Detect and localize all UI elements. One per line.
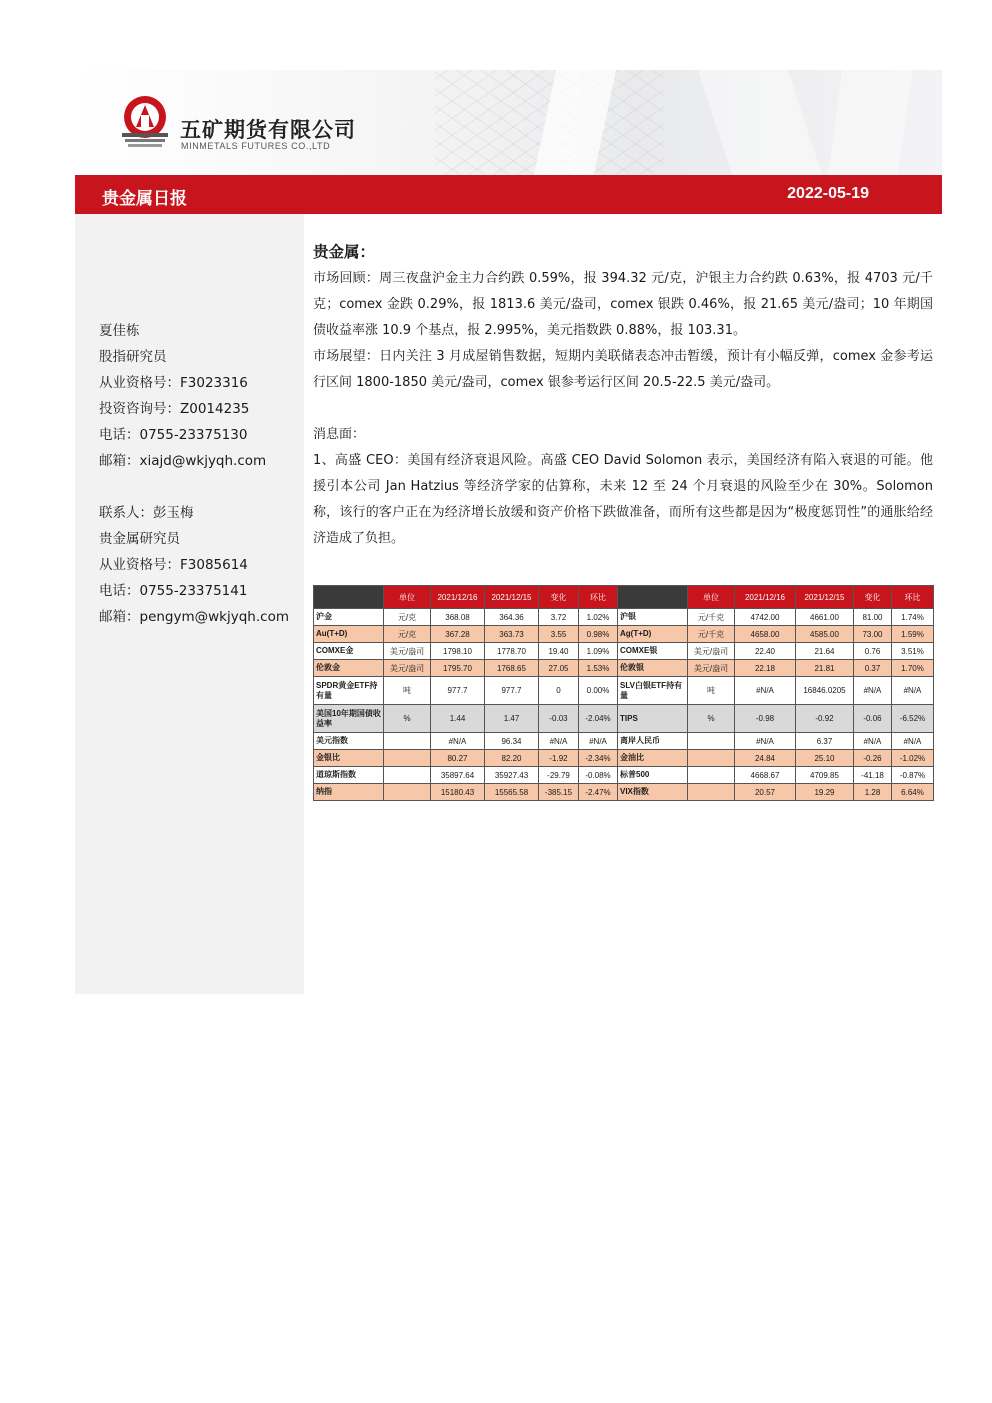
table-row — [314, 733, 934, 750]
table-cell: 35897.64 — [431, 767, 485, 784]
row-label: COMXE银 — [618, 643, 688, 660]
table-cell: 73.00 — [854, 626, 892, 643]
table-cell: % — [688, 705, 735, 733]
table-cell: % — [384, 705, 431, 733]
table-cell: 4668.67 — [735, 767, 796, 784]
table-cell: -0.87% — [892, 767, 934, 784]
table-cell: #N/A — [854, 677, 892, 705]
market-outlook: 市场展望：日内关注 3 月成屋销售数据，短期内美联储表态冲击暂缓，预计有小幅反弹，comex 金参考运行区间 1800-1850 美元/盎司，comex 银参考运行区间 20.5-22.5 美元/盎司。 — [313, 349, 933, 390]
title-bar — [75, 175, 942, 214]
table-row — [314, 677, 934, 705]
table-cell: -0.08% — [579, 767, 618, 784]
analyst-role: 股指研究员 — [99, 349, 167, 365]
column-header: 2021/12/16 — [431, 586, 485, 609]
analyst-phone: 电话：0755-23375130 — [99, 427, 248, 443]
table-cell — [688, 733, 735, 750]
table-cell: 0.37 — [854, 660, 892, 677]
table-cell: 6.64% — [892, 784, 934, 801]
table-cell: 0.98% — [579, 626, 618, 643]
table-cell: 1768.65 — [485, 660, 539, 677]
table-cell: 367.28 — [431, 626, 485, 643]
table-cell: 1.02% — [579, 609, 618, 626]
table-cell: -0.98 — [735, 705, 796, 733]
row-label: SLV白银ETF持有量 — [618, 677, 688, 705]
table-cell: 1795.70 — [431, 660, 485, 677]
table-cell: 3.72 — [539, 609, 579, 626]
table-cell: #N/A — [539, 733, 579, 750]
column-header: 2021/12/15 — [485, 586, 539, 609]
row-label: 离岸人民币 — [618, 733, 688, 750]
table-cell: 977.7 — [431, 677, 485, 705]
table-cell: 0.00% — [579, 677, 618, 705]
company-logo — [120, 95, 170, 151]
liaison-name: 联系人：彭玉梅 — [99, 505, 194, 521]
market-data-table — [313, 585, 934, 801]
row-label: 金银比 — [314, 750, 384, 767]
table-cell — [384, 733, 431, 750]
table-cell: #N/A — [431, 733, 485, 750]
table-cell: 美元/盎司 — [384, 660, 431, 677]
section-title: 贵金属： — [313, 243, 376, 261]
table-cell: 元/克 — [384, 626, 431, 643]
table-row — [314, 784, 934, 801]
row-label: Au(T+D) — [314, 626, 384, 643]
table-cell: 0.76 — [854, 643, 892, 660]
row-label: VIX指数 — [618, 784, 688, 801]
table-cell: #N/A — [854, 733, 892, 750]
table-cell: 元/千克 — [688, 626, 735, 643]
analyst-email: 邮箱：xiajd@wkjyqh.com — [99, 453, 267, 469]
table-cell: 美元/盎司 — [688, 643, 735, 660]
table-cell: -29.79 — [539, 767, 579, 784]
report-date: 2022-05-19 — [787, 185, 869, 202]
liaison-contact — [99, 500, 289, 630]
table-cell: -2.04% — [579, 705, 618, 733]
table-cell: 15565.58 — [485, 784, 539, 801]
table-cell: -0.92 — [796, 705, 854, 733]
column-header: 变化 — [854, 586, 892, 609]
table-cell — [688, 784, 735, 801]
table-cell: #N/A — [892, 677, 934, 705]
table-cell: 4709.85 — [796, 767, 854, 784]
table-cell: 4658.00 — [735, 626, 796, 643]
table-cell: #N/A — [735, 677, 796, 705]
row-label: 金油比 — [618, 750, 688, 767]
table-cell: 25.10 — [796, 750, 854, 767]
table-cell: #N/A — [735, 733, 796, 750]
table-cell: 16846.0205 — [796, 677, 854, 705]
table-cell: 27.05 — [539, 660, 579, 677]
table-cell: -0.26 — [854, 750, 892, 767]
table-cell: 美元/盎司 — [688, 660, 735, 677]
header-background-beam — [698, 70, 822, 175]
table-cell: 96.34 — [485, 733, 539, 750]
table-cell: 977.7 — [485, 677, 539, 705]
table-cell: 4585.00 — [796, 626, 854, 643]
table-row — [314, 643, 934, 660]
column-header: 单位 — [688, 586, 735, 609]
table-cell: 15180.43 — [431, 784, 485, 801]
table-row — [314, 660, 934, 677]
row-label: 标普500 — [618, 767, 688, 784]
news-item: 1、高盛 CEO：美国有经济衰退风险。高盛 CEO David Solomon 表示，美国经济有陷入衰退的可能。他援引本公司 Jan Hatzius 等经济学家的估算称，未来 12 至 24 个月衰退的风险至少在 30%。Solomon 称，该行的客户正在为经济增长放缓和资产价格下跌做准备，而所有这些都是因为“极度惩罚性”的通胀给经济造成了负担。 — [313, 453, 933, 546]
table-cell: -1.92 — [539, 750, 579, 767]
column-header — [314, 586, 384, 609]
report-header — [75, 70, 942, 175]
table-row — [314, 609, 934, 626]
table-cell: 3.55 — [539, 626, 579, 643]
row-label: SPDR黄金ETF持有量 — [314, 677, 384, 705]
table-cell: #N/A — [579, 733, 618, 750]
analyst-name: 夏佳栋 — [99, 323, 140, 339]
table-cell — [384, 767, 431, 784]
company-name-en: MINMETALS FUTURES CO.,LTD — [181, 141, 331, 151]
column-header: 单位 — [384, 586, 431, 609]
market-review: 市场回顾：周三夜盘沪金主力合约跌 0.59%，报 394.32 元/克，沪银主力合约跌 0.63%，报 4703 元/千克；comex 金跌 0.29%，报 1813.6 美元/盎司，comex 银跌 0.46%，报 21.65 美元/盎司；10 年期国债收益率涨 10.9 个基点，报 2.995%，美元指数跌 0.88%，报 103.31。 — [313, 271, 933, 338]
table-cell: 1.59% — [892, 626, 934, 643]
table-cell: -0.03 — [539, 705, 579, 733]
row-label: 伦敦银 — [618, 660, 688, 677]
column-header: 2021/12/15 — [796, 586, 854, 609]
table-cell: 4661.00 — [796, 609, 854, 626]
table-cell: 19.29 — [796, 784, 854, 801]
row-label: 沪金 — [314, 609, 384, 626]
table-cell: 1.70% — [892, 660, 934, 677]
row-label: 沪银 — [618, 609, 688, 626]
contact-sidebar — [75, 214, 304, 994]
column-header: 环比 — [892, 586, 934, 609]
liaison-phone: 电话：0755-23375141 — [99, 583, 248, 599]
table-cell: 81.00 — [854, 609, 892, 626]
table-body — [314, 609, 934, 801]
table-cell: -6.52% — [892, 705, 934, 733]
table-cell: 1.74% — [892, 609, 934, 626]
table-header-row — [314, 586, 934, 609]
table-cell: -0.06 — [854, 705, 892, 733]
table-cell: 19.40 — [539, 643, 579, 660]
row-label: 道琼斯指数 — [314, 767, 384, 784]
table-cell: 元/千克 — [688, 609, 735, 626]
row-label: COMXE金 — [314, 643, 384, 660]
company-name-cn: 五矿期货有限公司 — [180, 119, 356, 142]
column-header: 变化 — [539, 586, 579, 609]
liaison-email: 邮箱：pengym@wkjyqh.com — [99, 609, 289, 625]
table-cell: 1798.10 — [431, 643, 485, 660]
table-cell: 364.36 — [485, 609, 539, 626]
table-cell: 1.44 — [431, 705, 485, 733]
table-row — [314, 626, 934, 643]
table-row — [314, 750, 934, 767]
table-cell: 24.84 — [735, 750, 796, 767]
table-cell — [688, 767, 735, 784]
column-header: 2021/12/16 — [735, 586, 796, 609]
table-cell: -41.18 — [854, 767, 892, 784]
report-title: 贵金属日报 — [102, 189, 187, 208]
table-cell: 35927.43 — [485, 767, 539, 784]
table-cell: -2.47% — [579, 784, 618, 801]
liaison-license: 从业资格号：F3085614 — [99, 557, 248, 573]
table-cell: 363.73 — [485, 626, 539, 643]
column-header: 环比 — [579, 586, 618, 609]
table-cell: 吨 — [688, 677, 735, 705]
table-row — [314, 767, 934, 784]
table-cell: 82.20 — [485, 750, 539, 767]
table-cell: #N/A — [892, 733, 934, 750]
row-label: 美元指数 — [314, 733, 384, 750]
table-cell: -1.02% — [892, 750, 934, 767]
table-cell: 美元/盎司 — [384, 643, 431, 660]
table-cell: 20.57 — [735, 784, 796, 801]
table-row — [314, 705, 934, 733]
table-cell: 21.64 — [796, 643, 854, 660]
report-body — [313, 240, 933, 552]
table-cell: 0 — [539, 677, 579, 705]
table-cell — [688, 750, 735, 767]
table-cell: -385.15 — [539, 784, 579, 801]
analyst-contact — [99, 318, 266, 474]
table-cell: 1.28 — [854, 784, 892, 801]
table-cell: 元/克 — [384, 609, 431, 626]
table-cell: 吨 — [384, 677, 431, 705]
table-cell: 368.08 — [431, 609, 485, 626]
table-cell: 4742.00 — [735, 609, 796, 626]
table-cell: 3.51% — [892, 643, 934, 660]
analyst-license: 从业资格号：F3023316 — [99, 375, 248, 391]
row-label: Ag(T+D) — [618, 626, 688, 643]
liaison-role: 贵金属研究员 — [99, 531, 180, 547]
row-label: 伦敦金 — [314, 660, 384, 677]
table-cell: 22.40 — [735, 643, 796, 660]
table-cell: 6.37 — [796, 733, 854, 750]
table-cell: 21.81 — [796, 660, 854, 677]
table-cell: 1778.70 — [485, 643, 539, 660]
table-cell — [384, 750, 431, 767]
table-cell: 80.27 — [431, 750, 485, 767]
table-cell — [384, 784, 431, 801]
table-cell: 1.53% — [579, 660, 618, 677]
row-label: 纳指 — [314, 784, 384, 801]
table-cell: 22.18 — [735, 660, 796, 677]
table-cell: 1.47 — [485, 705, 539, 733]
row-label: TIPS — [618, 705, 688, 733]
analyst-consult-number: 投资咨询号：Z0014235 — [99, 401, 250, 417]
header-background-beam — [828, 70, 913, 175]
table-cell: -2.34% — [579, 750, 618, 767]
column-header — [618, 586, 688, 609]
table-cell: 1.09% — [579, 643, 618, 660]
news-title: 消息面： — [313, 427, 366, 442]
row-label: 美国10年期国债收益率 — [314, 705, 384, 733]
